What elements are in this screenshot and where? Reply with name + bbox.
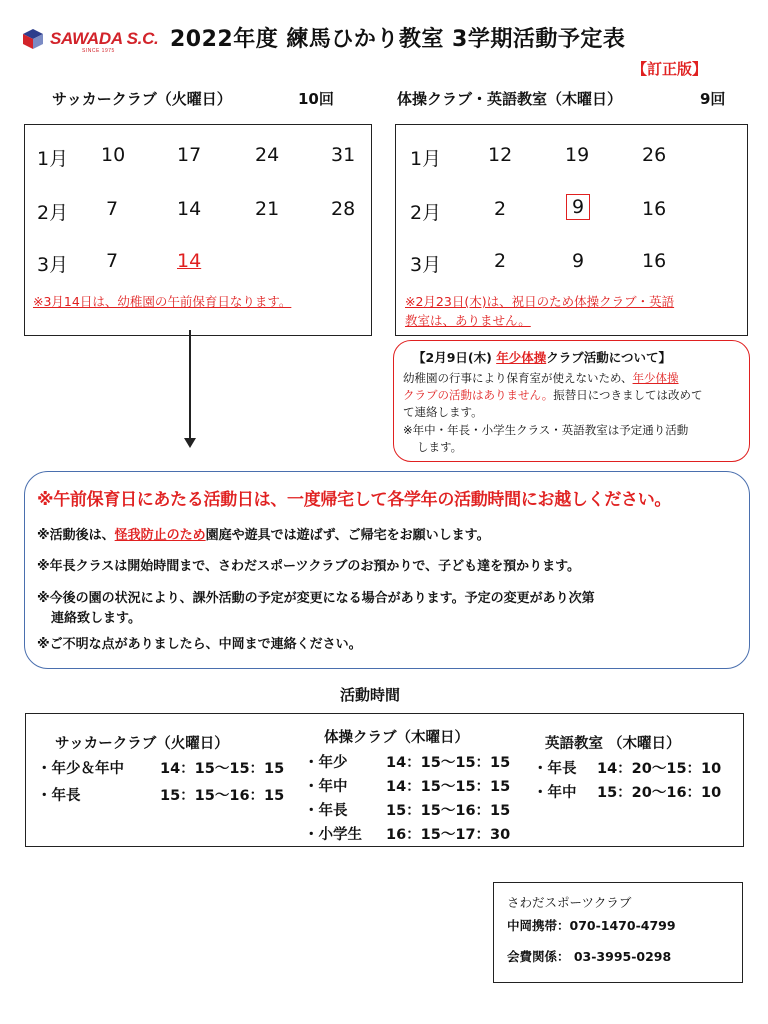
activity-grade: ・年中 bbox=[304, 779, 348, 795]
gym-day: 2 bbox=[494, 250, 507, 272]
activity-time: 16：15〜17：30 bbox=[386, 827, 511, 843]
soccer-day: 21 bbox=[255, 198, 280, 220]
sawada-logo bbox=[22, 28, 158, 50]
gym-note-line1: ※2月23日(木)は、祝日のため体操クラブ・英語 bbox=[405, 294, 675, 309]
gym-heading: 体操クラブ・英語教室（木曜日） bbox=[397, 90, 623, 108]
info-line bbox=[37, 524, 490, 543]
activity-grade: ・年長 bbox=[37, 788, 81, 804]
activity-grade: ・年中 bbox=[533, 785, 577, 801]
notice-line: します。 bbox=[417, 440, 463, 454]
soccer-day: 17 bbox=[177, 144, 202, 166]
notice-heading-date: 【2月9日(木) bbox=[413, 350, 497, 365]
soccer-day-highlighted: 14 bbox=[177, 250, 202, 272]
gym-count: 9回 bbox=[700, 90, 726, 108]
activity-time: 15：20〜16：10 bbox=[597, 785, 722, 801]
soccer-day: 7 bbox=[106, 198, 119, 220]
activity-grade: ・年少 bbox=[304, 755, 348, 771]
soccer-day: 7 bbox=[106, 250, 119, 272]
activity-grade: ・小学生 bbox=[304, 827, 362, 843]
gym-day-boxed: 9 bbox=[566, 194, 590, 220]
soccer-day: 10 bbox=[101, 144, 126, 166]
notice-text: 振替日につきましては改めて bbox=[553, 388, 703, 402]
arrow-line bbox=[189, 330, 191, 440]
arrow-down-icon bbox=[184, 438, 196, 448]
logo-since: SINCE 1975 bbox=[82, 48, 115, 54]
notice-line: ※年中・年長・小学生クラス・英語教室は予定通り活動 bbox=[403, 423, 689, 437]
gym-day: 2 bbox=[494, 198, 507, 220]
activity-time: 14：20〜15：10 bbox=[597, 761, 722, 777]
contact-phone: 中岡携帯：070-1470-4799 bbox=[507, 918, 676, 933]
info-line: ※年長クラスは開始時間まで、さわだスポーツクラブのお預かりで、子ども達を預かります。 bbox=[37, 559, 581, 574]
logo-text: SAWADA S.C. bbox=[50, 29, 159, 48]
gym-month: 2月 bbox=[410, 202, 442, 224]
soccer-note: ※3月14日は、幼稚園の午前保育日なります。 bbox=[33, 294, 292, 309]
notice-text: 幼稚園の行事により保育室が使えないため、 bbox=[403, 371, 633, 385]
gym-note-line2: 教室は、ありません。 bbox=[405, 313, 531, 328]
gym-day: 12 bbox=[488, 144, 513, 166]
notice-heading-rest: クラブ活動について】 bbox=[546, 350, 671, 365]
notice-line bbox=[403, 370, 679, 386]
notice-heading-class: 年少体操 bbox=[496, 350, 547, 365]
soccer-month: 1月 bbox=[37, 148, 69, 170]
info-text: 園庭や遊具では遊ばず、ご帰宅をお願いします。 bbox=[205, 528, 490, 543]
activity-time: 15：15〜16：15 bbox=[160, 788, 285, 804]
info-headline: ※午前保育日にあたる活動日は、一度帰宅して各学年の活動時間にお越しください。 bbox=[37, 490, 672, 510]
gym-day: 26 bbox=[642, 144, 667, 166]
revised-badge: 【訂正版】 bbox=[632, 60, 708, 78]
activity-gym-heading: 体操クラブ（木曜日） bbox=[324, 730, 469, 746]
page-title: 2022年度 練馬ひかり教室 3学期活動予定表 bbox=[170, 27, 626, 52]
activity-english-heading: 英語教室 （木曜日） bbox=[545, 736, 681, 752]
activity-soccer-heading: サッカークラブ（火曜日） bbox=[55, 736, 229, 752]
soccer-count: 10回 bbox=[298, 90, 334, 108]
activity-time: 14：15〜15：15 bbox=[386, 779, 511, 795]
gym-month: 3月 bbox=[410, 254, 442, 276]
info-line: ※ご不明な点がありましたら、中岡まで連絡ください。 bbox=[37, 637, 362, 652]
cube-logo-icon bbox=[22, 28, 44, 50]
soccer-day: 28 bbox=[331, 198, 356, 220]
activity-time: 14：15〜15：15 bbox=[160, 761, 285, 777]
notice-line bbox=[403, 387, 702, 403]
soccer-day: 31 bbox=[331, 144, 356, 166]
activity-title: 活動時間 bbox=[340, 686, 401, 704]
info-text: ※活動後は、 bbox=[37, 528, 115, 543]
notice-text-red: 年少体操 bbox=[632, 371, 679, 385]
activity-grade: ・年長 bbox=[304, 803, 348, 819]
notice-heading bbox=[413, 348, 671, 366]
activity-time: 15：15〜16：15 bbox=[386, 803, 511, 819]
info-line: 連絡致します。 bbox=[51, 611, 141, 626]
soccer-month: 2月 bbox=[37, 202, 69, 224]
soccer-day: 24 bbox=[255, 144, 280, 166]
soccer-day: 14 bbox=[177, 198, 202, 220]
activity-grade: ・年少＆年中 bbox=[37, 761, 124, 777]
info-text-red: 怪我防止のため bbox=[114, 528, 206, 543]
soccer-month: 3月 bbox=[37, 254, 69, 276]
gym-day: 16 bbox=[642, 198, 667, 220]
gym-day: 9 bbox=[572, 250, 585, 272]
soccer-heading: サッカークラブ（火曜日） bbox=[52, 90, 232, 108]
gym-month: 1月 bbox=[410, 148, 442, 170]
gym-day: 16 bbox=[642, 250, 667, 272]
gym-day: 19 bbox=[565, 144, 590, 166]
contact-name: さわだスポーツクラブ bbox=[507, 895, 632, 910]
activity-grade: ・年長 bbox=[533, 761, 577, 777]
notice-text-red: クラブの活動はありません。 bbox=[403, 388, 554, 402]
info-line: ※今後の園の状況により、課外活動の予定が変更になる場合があります。予定の変更があり次第 bbox=[37, 591, 595, 606]
notice-line: て連絡します。 bbox=[403, 405, 483, 419]
contact-fee: 会費関係： 03-3995-0298 bbox=[507, 949, 672, 964]
activity-time: 14：15〜15：15 bbox=[386, 755, 511, 771]
